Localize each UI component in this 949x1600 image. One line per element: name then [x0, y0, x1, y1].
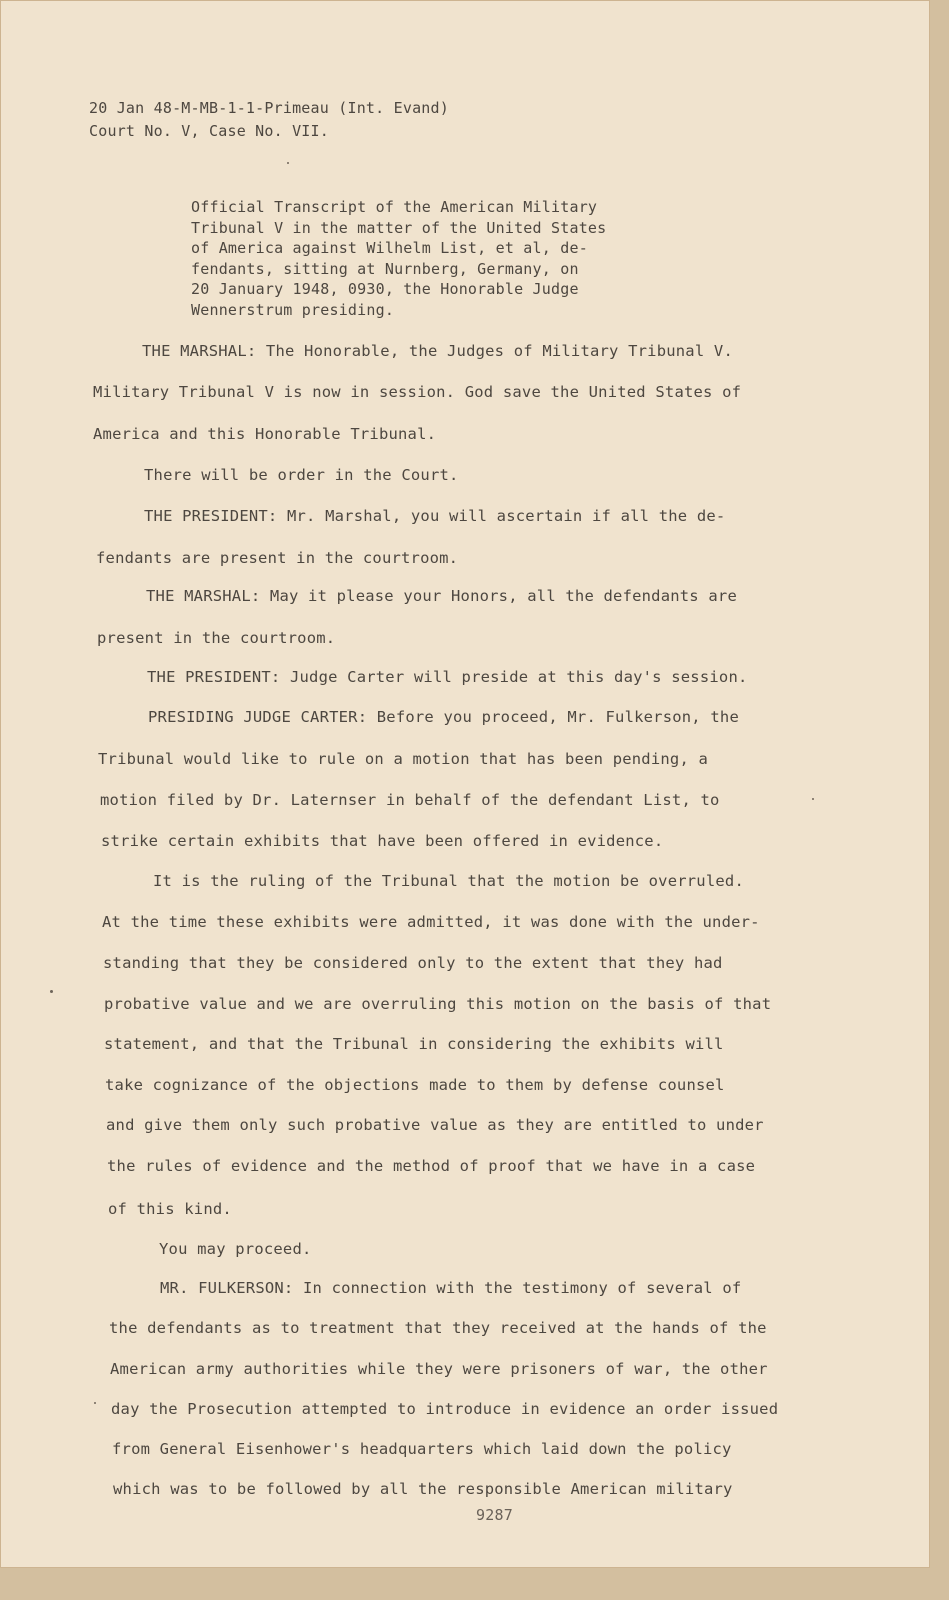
page-bottom-strip [0, 1568, 949, 1600]
transcript-line: day the Prosecution attempted to introduce in evidence an order issued [111, 1400, 779, 1418]
page-edge [930, 0, 949, 1600]
caption-line: 20 January 1948, 0930, the Honorable Judge [191, 280, 579, 298]
transcript-line: the defendants as to treatment that they received at the hands of the [109, 1319, 767, 1337]
transcript-line: THE PRESIDENT: Mr. Marshal, you will ascertain if all the de- [144, 507, 726, 525]
transcript-line: probative value and we are overruling this motion on the basis of that [104, 995, 772, 1013]
header-line-1: 20 Jan 48-M-MB-1-1-Primeau (Int. Evand) [89, 99, 449, 117]
transcript-line: THE MARSHAL: The Honorable, the Judges of Military Tribunal V. [142, 342, 733, 360]
transcript-line: PRESIDING JUDGE CARTER: Before you proceed, Mr. Fulkerson, the [148, 708, 739, 726]
transcript-line: fendants are present in the courtroom. [96, 549, 459, 567]
caption-line: Tribunal V in the matter of the United States [191, 218, 607, 237]
transcript-line: There will be order in the Court. [144, 466, 459, 484]
transcript-line: America and this Honorable Tribunal. [93, 425, 437, 443]
transcript-line: strike certain exhibits that have been offered in evidence. [101, 832, 664, 850]
transcript-line: which was to be followed by all the responsible American military [113, 1480, 733, 1498]
caption-line: fendants, sitting at Nurnberg, Germany, on [191, 259, 579, 278]
caption-line: of America against Wilhelm List, et al, de- [191, 239, 588, 257]
transcript-line: motion filed by Dr. Laternser in behalf of the defendant List, to [100, 791, 720, 809]
paper-speck [812, 798, 814, 800]
header-line-2: Court No. V, Case No. VII. [89, 122, 329, 140]
transcript-line: Tribunal would like to rule on a motion that has been pending, a [98, 750, 709, 768]
caption-line: Wennerstrum presiding. [191, 300, 395, 319]
paper-speck [287, 162, 289, 164]
header-block [89, 97, 449, 143]
transcript-line: the rules of evidence and the method of proof that we have in a case [107, 1157, 756, 1175]
transcript-line: American army authorities while they were prisoners of war, the other [110, 1360, 768, 1378]
page-number: 9287 [476, 1506, 513, 1524]
paper-speck [50, 990, 53, 993]
caption-block [191, 197, 661, 320]
transcript-line: THE MARSHAL: May it please your Honors, all the defendants are [146, 587, 737, 605]
transcript-line: from General Eisenhower's headquarters which laid down the policy [112, 1440, 732, 1458]
transcript-line: THE PRESIDENT: Judge Carter will preside at this day's session. [147, 668, 748, 686]
transcript-line: It is the ruling of the Tribunal that the motion be overruled. [153, 872, 744, 890]
transcript-line: take cognizance of the objections made to them by defense counsel [105, 1076, 725, 1094]
paper-speck [94, 1402, 96, 1404]
transcript-line: statement, and that the Tribunal in considering the exhibits will [104, 1035, 724, 1053]
transcript-line: Military Tribunal V is now in session. God save the United States of [93, 383, 742, 401]
transcript-line: standing that they be considered only to the extent that they had [103, 954, 723, 972]
caption-line: Official Transcript of the American Military [191, 198, 598, 216]
transcript-line: of this kind. [108, 1200, 232, 1218]
transcript-line: present in the courtroom. [97, 629, 336, 647]
transcript-line: MR. FULKERSON: In connection with the testimony of several of [160, 1279, 742, 1297]
transcript-line: You may proceed. [159, 1240, 312, 1258]
transcript-line: At the time these exhibits were admitted, it was done with the under- [102, 913, 760, 931]
transcript-line: and give them only such probative value as they are entitled to under [106, 1116, 764, 1134]
